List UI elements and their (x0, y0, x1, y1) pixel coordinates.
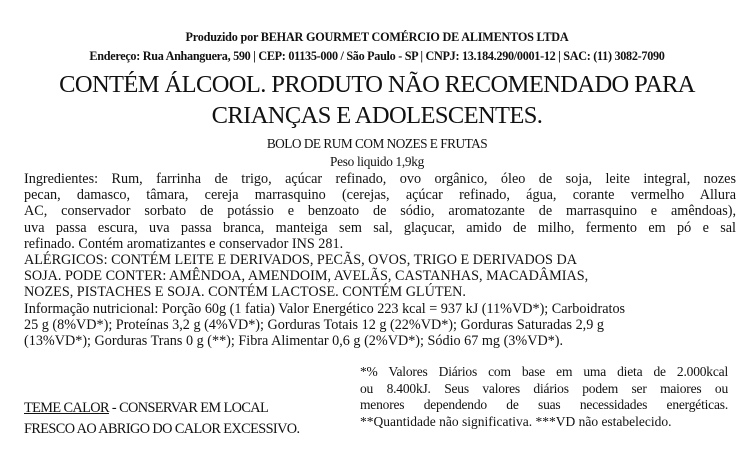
label-body (24, 171, 736, 349)
allergens-line: NOZES, PISTACHES E SOJA. CONTÉM LACTOSE. CONTÉM GLÚTEN. (24, 284, 466, 301)
heat-sensitive-label: TEME CALOR (24, 400, 109, 416)
footnote-line: menores dependendo de suas necessidades energéticas. (360, 397, 728, 412)
ingredients-line: pecan, damasco, tâmara, cereja marrasquino (cerejas, açúcar refinado, água, corante vermelho Allura (24, 187, 736, 204)
nutrition-block (24, 301, 736, 350)
ingredients-line: uva passa escura, uva passa branca, manteiga sem sal, glaçucar, amido de milho, fermento em pó e sal (24, 219, 736, 236)
ingredients-line: AC, conservador sorbato de potássio e benzoato de sódio, aromatozante de marrasquino e amêndoas), (24, 203, 736, 220)
footnote-line: **Quantidade não significativa. ***VD não estabelecido. (360, 413, 672, 429)
allergens-block (24, 252, 736, 301)
net-weight: Peso liquido 1,9kg (330, 154, 424, 169)
nutrition-line: 25 g (8%VD*); Proteínas 3,2 g (4%VD*); Gorduras Totais 12 g (22%VD*); Gorduras Saturadas 2,9 g (24, 316, 604, 333)
storage-instructions (24, 398, 300, 439)
footnote-line: ou 8.400kJ. Seus valores diários podem ser maiores ou (360, 380, 728, 396)
storage-line-2: FRESCO AO ABRIGO DO CALOR EXCESSIVO. (24, 420, 300, 437)
ingredients-line: refinado. Contém aromatizantes e conservador INS 281. (24, 235, 344, 252)
nutrition-line: Informação nutricional: Porção 60g (1 fatia) Valor Energético 223 kcal = 937 kJ (11%VD*); Carboidratos (24, 300, 626, 317)
address-line: Endereço: Rua Anhanguera, 590 | CEP: 01135-000 / São Paulo - SP | CNPJ: 13.184.290/0001-12 | SAC: (11) 3082-7090 (89, 49, 665, 63)
footnote-line: *% Valores Diários com base em uma dieta de 2.000kcal (360, 364, 728, 379)
alcohol-warning-line-2: CRIANÇAS E ADOLESCENTES. (211, 102, 543, 129)
allergens-line: SOJA. PODE CONTER: AMÊNDOA, AMENDOIM, AVELÃS, CASTANHAS, MACADÂMIAS, (24, 268, 589, 285)
allergens-line: ALÉRGICOS: CONTÉM LEITE E DERIVADOS, PECÃS, OVOS, TRIGO E DERIVADOS DA (24, 252, 577, 269)
storage-line-1: - CONSERVAR EM LOCAL (108, 400, 269, 416)
alcohol-warning-line-1: CONTÉM ÁLCOOL. PRODUTO NÃO RECOMENDADO PARA (59, 71, 695, 98)
footnotes (360, 364, 728, 430)
nutrition-line: (13%VD*); Gorduras Trans 0 g (**); Fibra Alimentar 0,6 g (2%VD*); Sódio 67 mg (3%VD*). (24, 333, 564, 350)
product-name: BOLO DE RUM COM NOZES E FRUTAS (266, 136, 488, 151)
ingredients-block (24, 171, 736, 252)
producer-line: Produzido por BEHAR GOURMET COMÉRCIO DE ALIMENTOS LTDA (185, 30, 569, 44)
ingredients-line: Ingredientes: Rum, farrinha de trigo, açúcar refinado, ovo orgânico, óleo de soja, leite integral, nozes (24, 171, 736, 187)
